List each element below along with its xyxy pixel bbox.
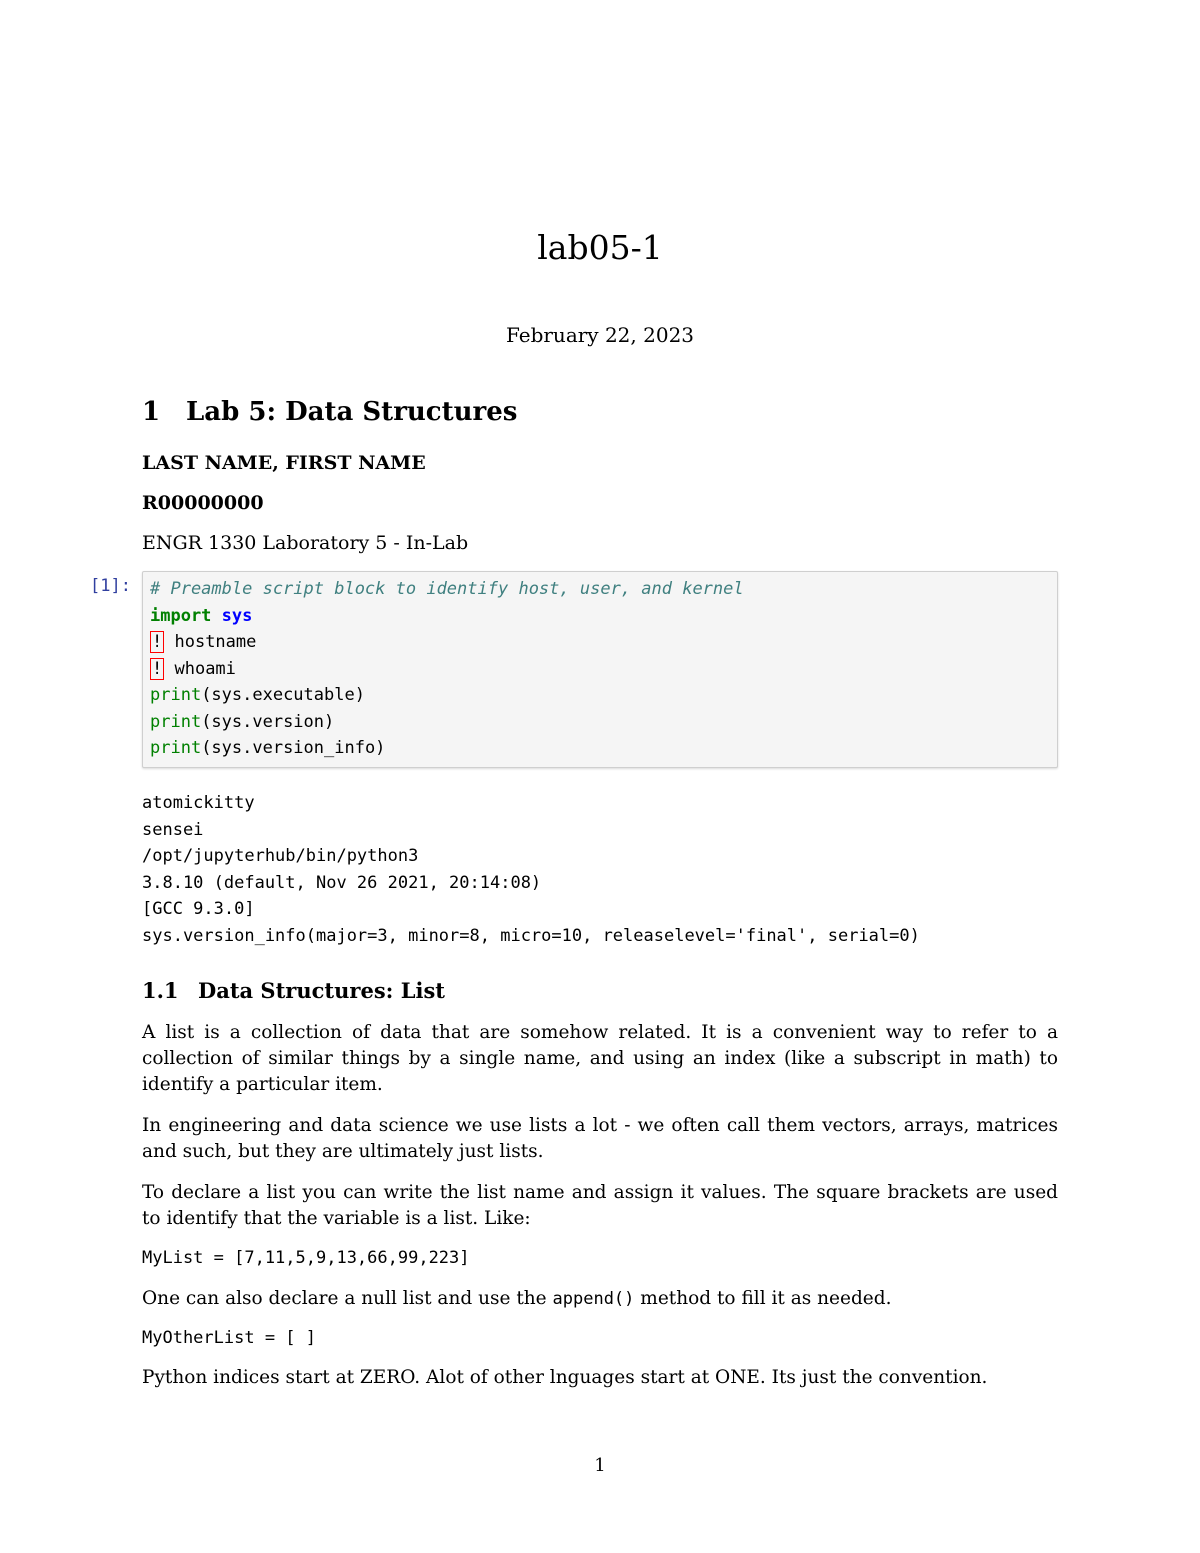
code-content bbox=[150, 576, 744, 762]
shell-bang: ! bbox=[152, 658, 163, 679]
code-example: MyList = [7,11,5,9,13,66,99,223] bbox=[142, 1248, 470, 1268]
print-args: (sys.executable) bbox=[201, 685, 365, 705]
section-title: Lab 5: Data Structures bbox=[186, 397, 518, 427]
print-builtin: print bbox=[150, 738, 202, 758]
course-line: ENGR 1330 Laboratory 5 - In-Lab bbox=[142, 532, 469, 554]
paragraph: A list is a collection of data that are somehow related. It is a convenient way to refer to a collection of similar things by a single name, and using an index (like a subscript in math) to identify a particular item. bbox=[142, 1022, 1058, 1095]
paragraph-text: method to fill it as needed. bbox=[634, 1288, 892, 1309]
shell-command: whoami bbox=[164, 658, 236, 679]
paragraph bbox=[142, 1286, 1058, 1312]
print-builtin: print bbox=[150, 711, 202, 732]
subsection-number: 1.1 bbox=[142, 978, 179, 1003]
paragraph: To declare a list you can write the list name and assign it values. The square brackets are used to identify that the variable is a list. Like: bbox=[142, 1182, 1058, 1229]
output-line: sensei bbox=[142, 819, 204, 840]
output-line: sys.version_info(major=3, minor=8, micro=10, releaselevel='final', serial=0) bbox=[142, 925, 920, 946]
page-number: 1 bbox=[594, 1455, 606, 1476]
cell-output bbox=[142, 790, 920, 950]
import-keyword: import bbox=[150, 605, 212, 626]
print-builtin: print bbox=[150, 685, 202, 705]
document-title: lab05-1 bbox=[537, 228, 663, 267]
code-comment: # Preamble script block to identify host, user, and kernel bbox=[150, 579, 744, 599]
output-line: 3.8.10 (default, Nov 26 2021, 20:14:08) bbox=[142, 872, 542, 893]
inline-code: append() bbox=[552, 1289, 635, 1309]
code-example: MyOtherList = [ ] bbox=[142, 1328, 316, 1348]
subsection-title: Data Structures: List bbox=[198, 978, 445, 1003]
paragraph: In engineering and data science we use lists a lot - we often call them vectors, arrays, matrices and such, but they are ultimately just lists. bbox=[142, 1115, 1058, 1162]
section-heading bbox=[142, 397, 517, 427]
cell-prompt: [1]: bbox=[90, 576, 131, 596]
paragraph: Python indices start at ZERO. Alot of other lnguages start at ONE. Its just the convention. bbox=[142, 1367, 988, 1388]
subsection-heading bbox=[142, 978, 445, 1003]
print-args: (sys.version_info) bbox=[201, 738, 386, 758]
document-date: February 22, 2023 bbox=[505, 323, 695, 347]
shell-command: hostname bbox=[164, 632, 257, 652]
print-args: (sys.version) bbox=[201, 711, 335, 732]
student-name: LAST NAME, FIRST NAME bbox=[142, 452, 426, 474]
shell-bang: ! bbox=[152, 632, 163, 652]
import-module: sys bbox=[221, 605, 253, 626]
code-cell[interactable] bbox=[142, 571, 1058, 768]
output-line: [GCC 9.3.0] bbox=[142, 899, 255, 920]
output-line: atomickitty bbox=[142, 793, 255, 813]
paragraph-text: One can also declare a null list and use the bbox=[142, 1288, 553, 1309]
output-line: /opt/jupyterhub/bin/python3 bbox=[142, 846, 419, 867]
student-id: R00000000 bbox=[142, 492, 264, 514]
section-number: 1 bbox=[142, 397, 161, 427]
